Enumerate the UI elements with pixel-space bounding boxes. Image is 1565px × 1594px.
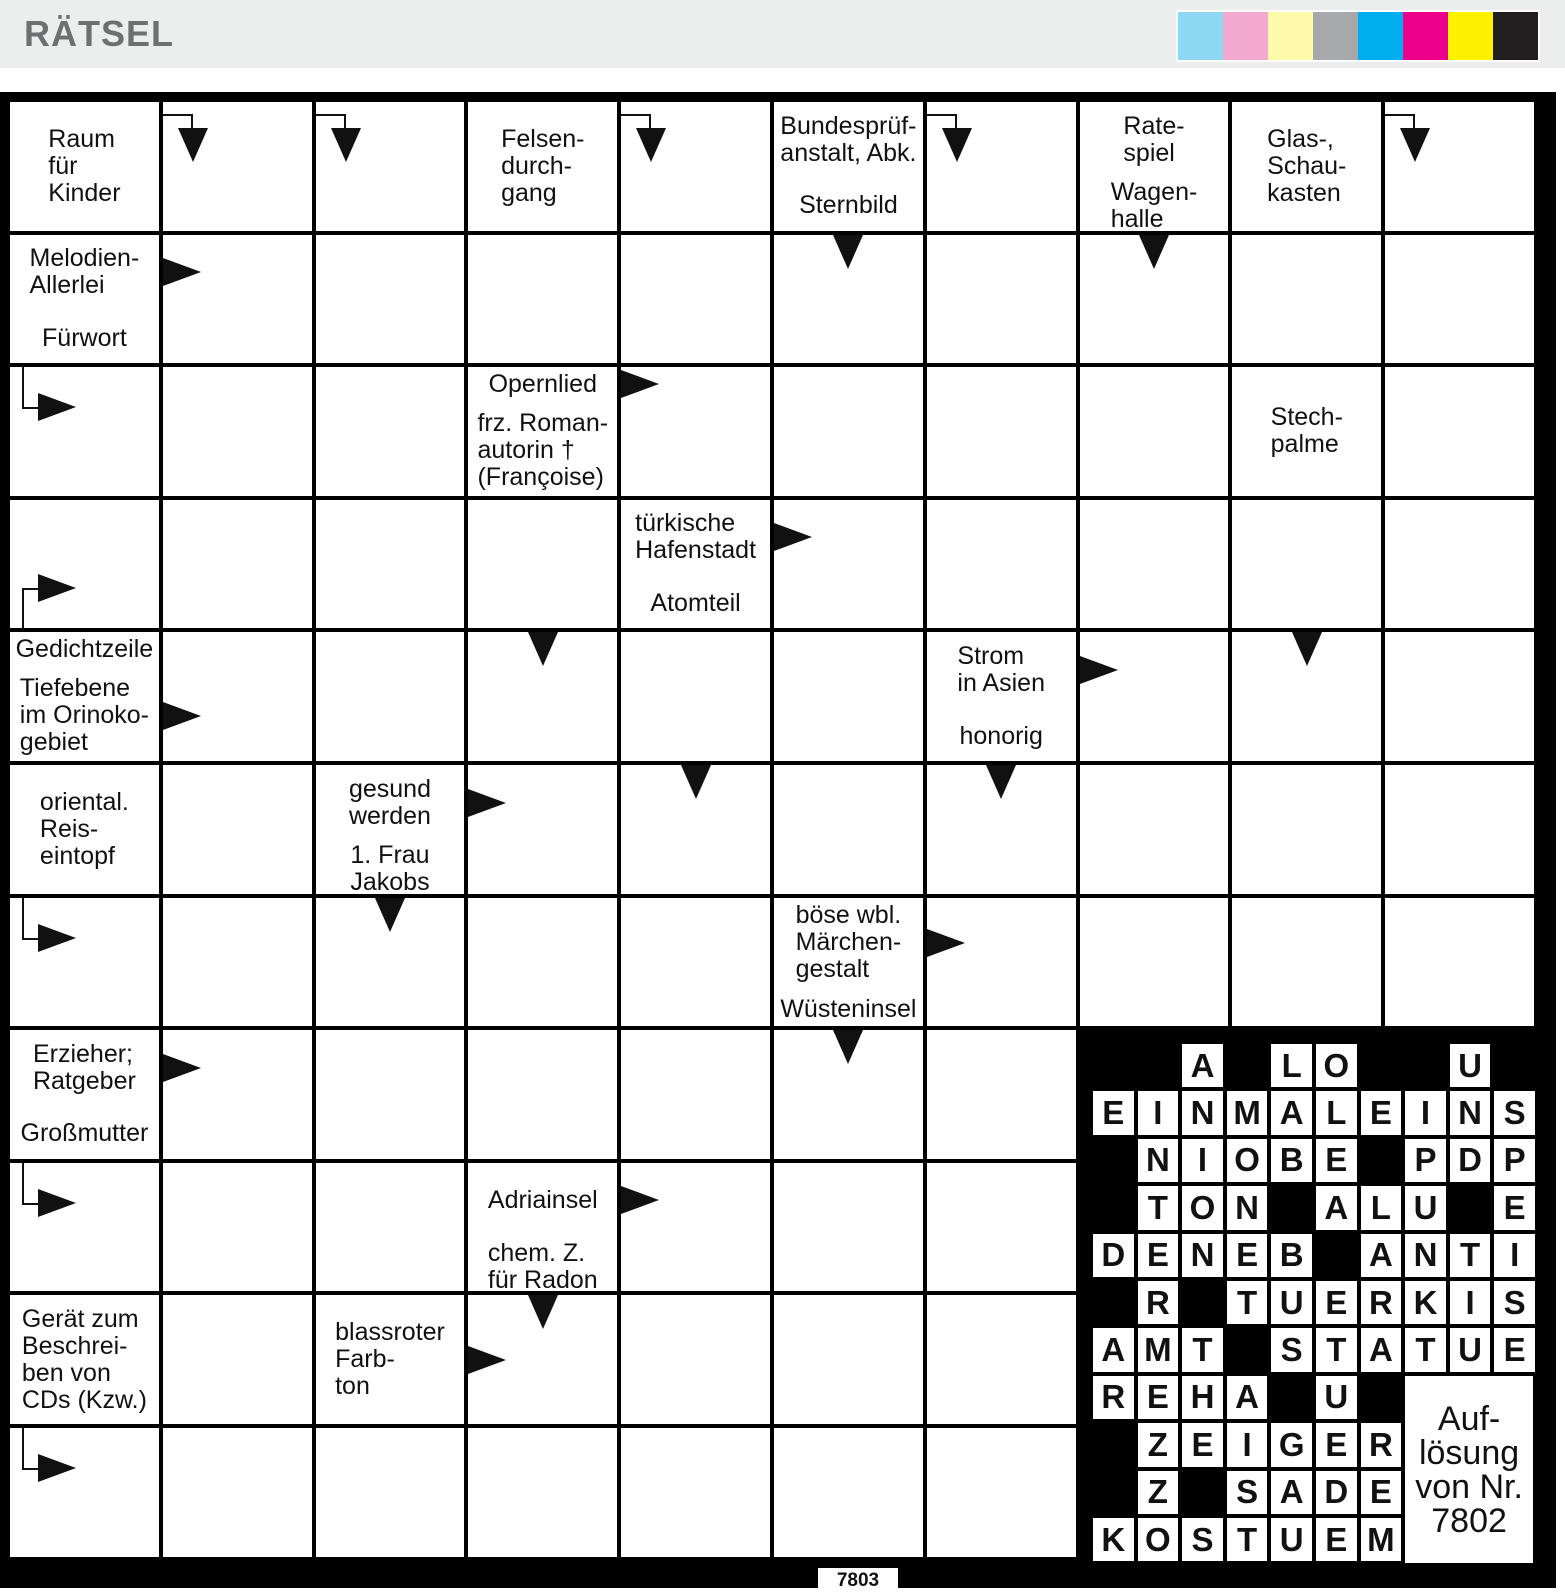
grid-cell[interactable] bbox=[927, 235, 1076, 364]
solution-cell: S bbox=[1494, 1091, 1535, 1134]
grid-cell[interactable] bbox=[316, 1428, 465, 1557]
arrow-down-icon bbox=[178, 128, 208, 162]
clue-text: 1. Frau Jakobs bbox=[350, 840, 430, 896]
arrow-right-icon bbox=[163, 1054, 201, 1082]
clue-text: Sternbild bbox=[799, 191, 898, 220]
solution-cell: N bbox=[1182, 1091, 1223, 1134]
clue-box bbox=[316, 1295, 465, 1424]
grid-cell[interactable] bbox=[468, 1030, 617, 1159]
clue-text: Stech- palme bbox=[1270, 403, 1343, 459]
grid-cell[interactable] bbox=[927, 1163, 1076, 1292]
clue-text: Wagen- halle bbox=[1110, 177, 1198, 233]
arrow-down-icon bbox=[1292, 632, 1322, 666]
arrow-right-icon bbox=[38, 1454, 76, 1482]
arrow-right-icon bbox=[621, 1186, 659, 1214]
solution-cell: R bbox=[1138, 1281, 1179, 1324]
clue-text: Gedichtzeile bbox=[15, 634, 154, 663]
color-swatch bbox=[1178, 12, 1223, 60]
color-swatch bbox=[1448, 12, 1493, 60]
grid-cell[interactable] bbox=[468, 898, 617, 1027]
solution-cell: N bbox=[1138, 1139, 1179, 1182]
clue-text: Melodien- Allerlei bbox=[29, 244, 140, 300]
solution-cell: A bbox=[1271, 1471, 1312, 1514]
solution-cell: T bbox=[1450, 1234, 1491, 1277]
grid-cell[interactable] bbox=[1385, 632, 1534, 761]
solution-cell: L bbox=[1316, 1091, 1357, 1134]
clue-box bbox=[10, 1109, 159, 1159]
arrow-right-icon bbox=[38, 1189, 76, 1217]
clue-box bbox=[10, 670, 159, 761]
solution-cell: D bbox=[1316, 1471, 1357, 1514]
grid-cell[interactable] bbox=[468, 765, 617, 894]
grid-cell[interactable] bbox=[1385, 898, 1534, 1027]
arrow-down-icon bbox=[1139, 235, 1169, 269]
clue-text: Fürwort bbox=[42, 323, 127, 352]
solution-label: Auf- lösung von Nr. 7802 bbox=[1405, 1376, 1533, 1564]
solution-cell: U bbox=[1271, 1518, 1312, 1561]
solution-cell: U bbox=[1450, 1044, 1491, 1087]
clue-box bbox=[316, 765, 465, 840]
clue-box bbox=[468, 1163, 617, 1238]
color-swatch bbox=[1358, 12, 1403, 60]
solution-cell: E bbox=[1361, 1091, 1402, 1134]
grid-cell[interactable] bbox=[1080, 632, 1229, 761]
grid-cell[interactable] bbox=[468, 500, 617, 629]
grid-cell[interactable] bbox=[621, 898, 770, 1027]
clue-text: Wüsteninsel bbox=[780, 994, 917, 1023]
clue-box bbox=[774, 102, 923, 177]
solution-cell: A bbox=[1361, 1328, 1402, 1371]
arrow-right-icon bbox=[163, 258, 201, 286]
clue-text: Großmutter bbox=[20, 1119, 149, 1148]
solution-cell: B bbox=[1271, 1234, 1312, 1277]
clue-box bbox=[10, 1030, 159, 1105]
solution-cell: S bbox=[1271, 1328, 1312, 1371]
clue-text: Bundesprüf- anstalt, Abk. bbox=[780, 111, 917, 167]
color-swatch bbox=[1403, 12, 1448, 60]
solution-cell: L bbox=[1271, 1044, 1312, 1087]
solution-cell: A bbox=[1227, 1376, 1268, 1419]
clue-box bbox=[10, 1295, 159, 1424]
clue-box bbox=[1080, 102, 1229, 177]
grid-cell[interactable] bbox=[163, 1428, 312, 1557]
solution-cell: I bbox=[1405, 1091, 1446, 1134]
arrow-right-icon bbox=[774, 523, 812, 551]
grid-cell[interactable] bbox=[621, 632, 770, 761]
grid-cell[interactable] bbox=[1080, 500, 1229, 629]
solution-cell: E bbox=[1361, 1471, 1402, 1514]
header-bar bbox=[0, 0, 1565, 68]
grid-cell[interactable] bbox=[316, 367, 465, 496]
arrow-right-icon bbox=[621, 370, 659, 398]
grid-cell[interactable] bbox=[163, 367, 312, 496]
grid-cell[interactable] bbox=[927, 1428, 1076, 1557]
clue-text: türkische Hafenstadt bbox=[635, 509, 757, 565]
solution-cell: P bbox=[1494, 1139, 1535, 1182]
grid-cell[interactable] bbox=[774, 1428, 923, 1557]
grid-cell[interactable] bbox=[163, 1295, 312, 1424]
solution-cell: I bbox=[1227, 1423, 1268, 1466]
clue-box bbox=[468, 367, 617, 401]
puzzle-number: 7803 bbox=[818, 1568, 898, 1588]
solution-cell: A bbox=[1316, 1186, 1357, 1229]
solution-cell: R bbox=[1361, 1423, 1402, 1466]
solution-cell: T bbox=[1227, 1281, 1268, 1324]
arrow-right-icon bbox=[927, 929, 965, 957]
solution-cell: M bbox=[1138, 1328, 1179, 1371]
solution-cell: G bbox=[1271, 1423, 1312, 1466]
grid-cell[interactable] bbox=[316, 235, 465, 364]
clue-box bbox=[621, 579, 770, 629]
solution-cell: T bbox=[1182, 1328, 1223, 1371]
solution-cell: E bbox=[1227, 1234, 1268, 1277]
clue-text: frz. Roman- autorin † (Françoise) bbox=[477, 408, 609, 491]
arrow-down-icon bbox=[833, 235, 863, 269]
clue-text: gesund werden bbox=[348, 774, 431, 830]
grid-cell[interactable] bbox=[621, 1428, 770, 1557]
solution-cell: A bbox=[1271, 1091, 1312, 1134]
clue-box bbox=[774, 992, 923, 1026]
grid-cell[interactable] bbox=[621, 1295, 770, 1424]
clue-text: Strom in Asien bbox=[957, 641, 1045, 697]
solution-cell: I bbox=[1182, 1139, 1223, 1182]
clue-text: Raum für Kinder bbox=[48, 124, 121, 207]
solution-cell: Z bbox=[1138, 1471, 1179, 1514]
solution-cell: U bbox=[1405, 1186, 1446, 1229]
arrow-down-icon bbox=[942, 128, 972, 162]
solution-cell: T bbox=[1316, 1328, 1357, 1371]
grid-cell[interactable] bbox=[927, 500, 1076, 629]
grid-cell[interactable] bbox=[316, 1030, 465, 1159]
solution-cell: A bbox=[1182, 1044, 1223, 1087]
clue-text: Rate- spiel bbox=[1123, 111, 1185, 167]
solution-cell: E bbox=[1316, 1423, 1357, 1466]
arrow-down-icon bbox=[375, 898, 405, 932]
solution-cell: E bbox=[1316, 1139, 1357, 1182]
grid-cell[interactable] bbox=[163, 898, 312, 1027]
solution-cell: L bbox=[1361, 1186, 1402, 1229]
arrow-right-icon bbox=[468, 1346, 506, 1374]
grid-cell[interactable] bbox=[316, 500, 465, 629]
page-title: RÄTSEL bbox=[24, 13, 174, 54]
clue-text: Tiefebene im Orinoko- gebiet bbox=[19, 674, 149, 757]
solution-cell: I bbox=[1494, 1234, 1535, 1277]
solution-cell: A bbox=[1361, 1234, 1402, 1277]
grid-cell[interactable] bbox=[927, 1030, 1076, 1159]
clue-box bbox=[621, 500, 770, 575]
clue-text: oriental. Reis- eintopf bbox=[39, 787, 129, 870]
grid-cell[interactable] bbox=[163, 500, 312, 629]
grid-cell[interactable] bbox=[927, 1295, 1076, 1424]
solution-cell: O bbox=[1227, 1139, 1268, 1182]
solution-cell: I bbox=[1450, 1281, 1491, 1324]
arrow-down-icon bbox=[331, 128, 361, 162]
solution-cell: K bbox=[1405, 1281, 1446, 1324]
grid-cell[interactable] bbox=[927, 367, 1076, 496]
solution-cell: D bbox=[1093, 1234, 1134, 1277]
solution-cell: N bbox=[1405, 1234, 1446, 1277]
grid-cell[interactable] bbox=[163, 1163, 312, 1292]
grid-cell[interactable] bbox=[163, 1030, 312, 1159]
clue-box bbox=[1232, 367, 1381, 496]
arrow-right-icon bbox=[468, 789, 506, 817]
grid-cell[interactable] bbox=[621, 1030, 770, 1159]
solution-cell: E bbox=[1316, 1518, 1357, 1561]
clue-box bbox=[10, 314, 159, 364]
arrow-down-icon bbox=[528, 632, 558, 666]
clue-text: Gerät zum Beschrei- ben von CDs (Kzw.) bbox=[21, 1304, 147, 1414]
solution-cell: O bbox=[1182, 1186, 1223, 1229]
grid-cell[interactable] bbox=[774, 1163, 923, 1292]
clue-box bbox=[774, 898, 923, 989]
solution-cell: S bbox=[1182, 1518, 1223, 1561]
clue-text: Adriainsel bbox=[487, 1185, 598, 1214]
clue-text: blassroter Farb- ton bbox=[335, 1318, 445, 1401]
color-swatch bbox=[1268, 12, 1313, 60]
solution-cell: T bbox=[1405, 1328, 1446, 1371]
clue-text: böse wbl. Märchen- gestalt bbox=[795, 901, 902, 984]
clue-text: Atomteil bbox=[650, 589, 741, 618]
grid-cell[interactable] bbox=[1232, 235, 1381, 364]
grid-cell[interactable] bbox=[1080, 765, 1229, 894]
color-swatch bbox=[1493, 12, 1538, 60]
clue-box bbox=[468, 405, 617, 496]
solution-cell: Z bbox=[1138, 1423, 1179, 1466]
solution-cell: E bbox=[1138, 1234, 1179, 1277]
solution-cell: E bbox=[1093, 1091, 1134, 1134]
grid-cell[interactable] bbox=[468, 1428, 617, 1557]
color-swatches bbox=[1176, 10, 1540, 62]
clue-box bbox=[10, 632, 159, 666]
clue-box bbox=[468, 1238, 617, 1294]
solution-cell: O bbox=[1316, 1044, 1357, 1087]
solution-cell: D bbox=[1450, 1139, 1491, 1182]
arrow-down-icon bbox=[528, 1295, 558, 1329]
solution-cell: M bbox=[1361, 1518, 1402, 1561]
solution-cell: B bbox=[1271, 1139, 1312, 1182]
arrow-down-icon bbox=[986, 765, 1016, 799]
solution-cell: S bbox=[1494, 1281, 1535, 1324]
solution-cell: P bbox=[1405, 1139, 1446, 1182]
solution-grid bbox=[1092, 1043, 1556, 1588]
solution-cell: U bbox=[1450, 1328, 1491, 1371]
solution-cell: R bbox=[1093, 1376, 1134, 1419]
solution-cell: H bbox=[1182, 1376, 1223, 1419]
solution-cell: N bbox=[1227, 1186, 1268, 1229]
grid-cell[interactable] bbox=[163, 632, 312, 761]
solution-cell: T bbox=[1227, 1518, 1268, 1561]
clue-text: Erzieher; Ratgeber bbox=[32, 1039, 136, 1095]
solution-cell: E bbox=[1138, 1376, 1179, 1419]
solution-cell: S bbox=[1227, 1471, 1268, 1514]
grid-cell[interactable] bbox=[1385, 367, 1534, 496]
grid-cell[interactable] bbox=[1385, 765, 1534, 894]
clue-box bbox=[10, 102, 159, 231]
clue-text: Opernlied bbox=[488, 369, 597, 398]
solution-cell: E bbox=[1182, 1423, 1223, 1466]
solution-cell: K bbox=[1093, 1518, 1134, 1561]
arrow-right-icon bbox=[38, 574, 76, 602]
arrow-down-icon bbox=[833, 1030, 863, 1064]
grid-cell[interactable] bbox=[163, 765, 312, 894]
arrow-right-icon bbox=[1080, 656, 1118, 684]
arrow-right-icon bbox=[38, 393, 76, 421]
arrow-down-icon bbox=[636, 128, 666, 162]
clue-box bbox=[1232, 102, 1381, 231]
color-swatch bbox=[1313, 12, 1358, 60]
grid-cell[interactable] bbox=[1232, 500, 1381, 629]
solution-cell: T bbox=[1138, 1186, 1179, 1229]
clue-box bbox=[1080, 177, 1229, 233]
grid-cell[interactable] bbox=[316, 1163, 465, 1292]
grid-cell[interactable] bbox=[1080, 898, 1229, 1027]
solution-cell: I bbox=[1138, 1091, 1179, 1134]
grid-cell[interactable] bbox=[621, 1163, 770, 1292]
clue-box bbox=[10, 235, 159, 310]
solution-cell: N bbox=[1182, 1234, 1223, 1277]
solution-cell: E bbox=[1316, 1281, 1357, 1324]
clue-box bbox=[927, 632, 1076, 707]
solution-cell: U bbox=[1271, 1281, 1312, 1324]
arrow-right-icon bbox=[38, 924, 76, 952]
grid-cell[interactable] bbox=[774, 500, 923, 629]
solution-cell: E bbox=[1494, 1328, 1535, 1371]
clue-box bbox=[927, 711, 1076, 761]
arrow-right-icon bbox=[163, 702, 201, 730]
grid-cell[interactable] bbox=[774, 632, 923, 761]
clue-box bbox=[10, 765, 159, 894]
grid-cell[interactable] bbox=[774, 765, 923, 894]
grid-cell[interactable] bbox=[163, 235, 312, 364]
clue-text: honorig bbox=[959, 721, 1043, 750]
grid-cell[interactable] bbox=[621, 235, 770, 364]
clue-box bbox=[468, 102, 617, 231]
grid-cell[interactable] bbox=[774, 367, 923, 496]
grid-cell[interactable] bbox=[1385, 235, 1534, 364]
arrow-down-icon bbox=[681, 765, 711, 799]
grid-cell[interactable] bbox=[1385, 500, 1534, 629]
solution-cell: E bbox=[1494, 1186, 1535, 1229]
grid-cell[interactable] bbox=[468, 235, 617, 364]
clue-box bbox=[316, 840, 465, 896]
arrow-down-icon bbox=[1400, 128, 1430, 162]
grid-cell[interactable] bbox=[1232, 898, 1381, 1027]
solution-cell: O bbox=[1138, 1518, 1179, 1561]
solution-cell: U bbox=[1316, 1376, 1357, 1419]
grid-cell[interactable] bbox=[927, 898, 1076, 1027]
solution-cell: R bbox=[1361, 1281, 1402, 1324]
grid-cell[interactable] bbox=[1080, 367, 1229, 496]
clue-text: Glas-, Schau- kasten bbox=[1267, 124, 1347, 207]
grid-cell[interactable] bbox=[1232, 765, 1381, 894]
solution-cell: A bbox=[1093, 1328, 1134, 1371]
clue-text: chem. Z. für Radon bbox=[487, 1238, 598, 1294]
solution-cell: N bbox=[1450, 1091, 1491, 1134]
grid-cell[interactable] bbox=[316, 632, 465, 761]
color-swatch bbox=[1223, 12, 1268, 60]
clue-text: Felsen- durch- gang bbox=[501, 124, 585, 207]
solution-cell: M bbox=[1227, 1091, 1268, 1134]
clue-box bbox=[774, 181, 923, 231]
grid-cell[interactable] bbox=[774, 1295, 923, 1424]
